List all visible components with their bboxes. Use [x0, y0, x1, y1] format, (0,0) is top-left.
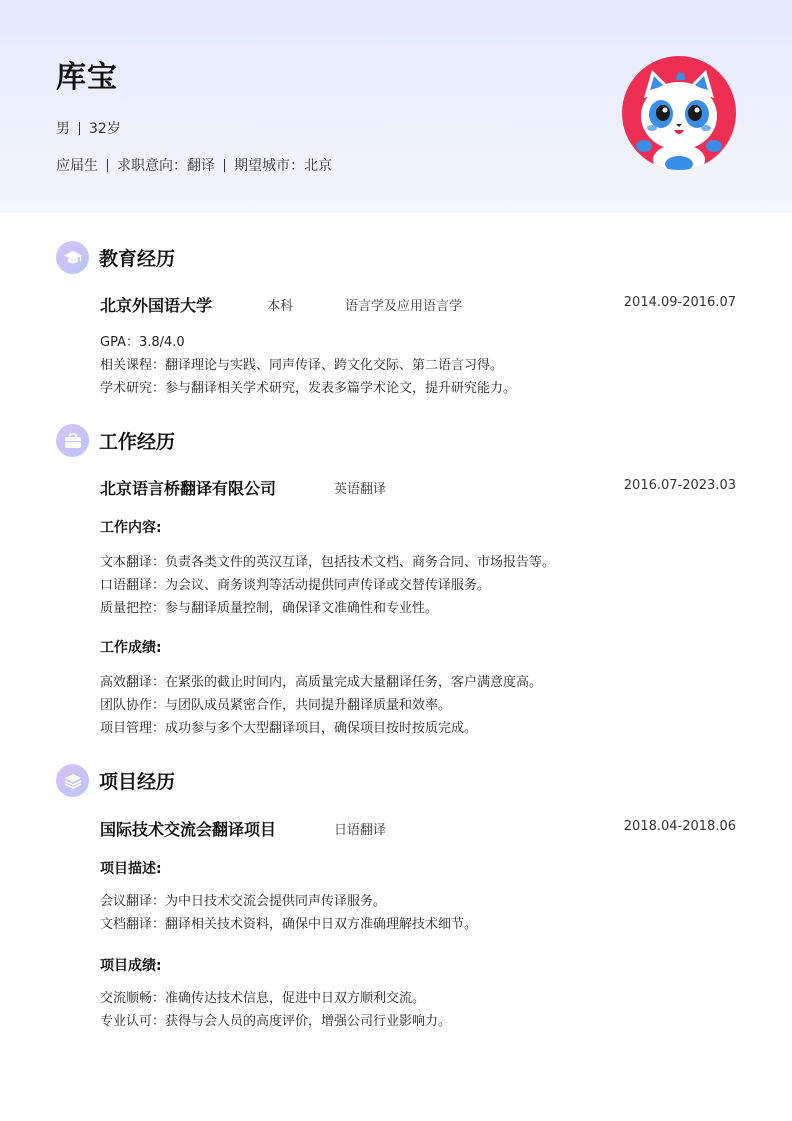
- job-intent-info: [56, 155, 332, 175]
- project-achievement-heading: 项目成绩:: [100, 958, 162, 974]
- list-item: 交流顺畅：准确传达技术信息，促进中日双方顺利交流。: [100, 991, 426, 1006]
- degree: 本科: [267, 299, 294, 314]
- school-name: 北京外国语大学: [100, 296, 213, 315]
- job-position: 英语翻译: [334, 482, 387, 497]
- age: 32岁: [89, 121, 121, 137]
- project-role: 日语翻译: [334, 823, 387, 838]
- list-item: 专业认可：获得与会人员的高度评价，增强公司行业影响力。: [100, 1014, 452, 1029]
- briefcase-icon: [56, 424, 89, 457]
- resume-header: [0, 0, 792, 213]
- candidate-name: 库宝: [56, 60, 118, 95]
- education-section-header: [56, 241, 175, 274]
- project-name: 国际技术交流会翻译项目: [100, 820, 277, 839]
- expected-city: 期望城市：北京: [234, 158, 332, 174]
- project-date: 2018.04-2018.06: [623, 819, 736, 834]
- candidate-status: 应届生: [56, 158, 98, 174]
- list-item: 项目管理：成功参与多个大型翻译项目，确保项目按时按质完成。: [100, 721, 478, 736]
- work-achievement-heading: 工作成绩:: [100, 640, 162, 656]
- work-date: 2016.07-2023.03: [623, 478, 736, 493]
- project-achievement-list: [100, 987, 451, 1033]
- section-title: 工作经历: [99, 431, 176, 453]
- major: 语言学及应用语言学: [345, 299, 463, 314]
- education-date: 2014.09-2016.07: [623, 295, 736, 310]
- avatar: [622, 56, 736, 170]
- job-intent: 求职意向：翻译: [117, 158, 215, 174]
- work-content-heading: 工作内容:: [100, 520, 162, 536]
- education-details: [100, 331, 516, 400]
- project-description-heading: 项目描述:: [100, 861, 162, 877]
- project-entry-header: [100, 817, 736, 839]
- list-item: 文本翻译：负责各类文件的英汉互译，包括技术文档、商务合同、市场报告等。: [100, 555, 556, 570]
- list-item: 学术研究：参与翻译相关学术研究，发表多篇学术论文，提升研究能力。: [100, 381, 517, 396]
- section-title: 项目经历: [99, 771, 176, 793]
- project-section-header: [56, 764, 175, 797]
- divider: [224, 159, 225, 172]
- divider: [107, 159, 108, 172]
- graduation-cap-icon: [56, 241, 89, 274]
- divider: [79, 122, 80, 135]
- gender: 男: [56, 121, 70, 137]
- list-item: 口语翻译：为会议、商务谈判等活动提供同声传译或交替传译服务。: [100, 578, 491, 593]
- list-item: 会议翻译：为中日技术交流会提供同声传译服务。: [100, 894, 387, 909]
- list-item: 团队协作：与团队成员紧密合作，共同提升翻译质量和效率。: [100, 698, 452, 713]
- work-entry-header: [100, 476, 736, 498]
- work-content-list: [100, 551, 555, 620]
- section-title: 教育经历: [99, 248, 176, 270]
- project-description-list: [100, 890, 477, 936]
- work-achievement-list: [100, 671, 542, 740]
- list-item: 高效翻译：在紧张的截止时间内，高质量完成大量翻译任务，客户满意度高。: [100, 675, 543, 690]
- company-name: 北京语言桥翻译有限公司: [100, 479, 277, 498]
- basic-info: [56, 118, 121, 138]
- layers-icon: [56, 764, 89, 797]
- work-section-header: [56, 424, 175, 457]
- list-item: 文档翻译：翻译相关技术资料，确保中日双方准确理解技术细节。: [100, 917, 478, 932]
- list-item: GPA：3.8/4.0: [100, 335, 185, 350]
- list-item: 质量把控：参与翻译质量控制，确保译文准确性和专业性。: [100, 601, 439, 616]
- list-item: 相关课程：翻译理论与实践、同声传译、跨文化交际、第二语言习得。: [100, 358, 504, 373]
- education-entry-header: [100, 293, 736, 315]
- cat-mascot-icon: [622, 56, 736, 170]
